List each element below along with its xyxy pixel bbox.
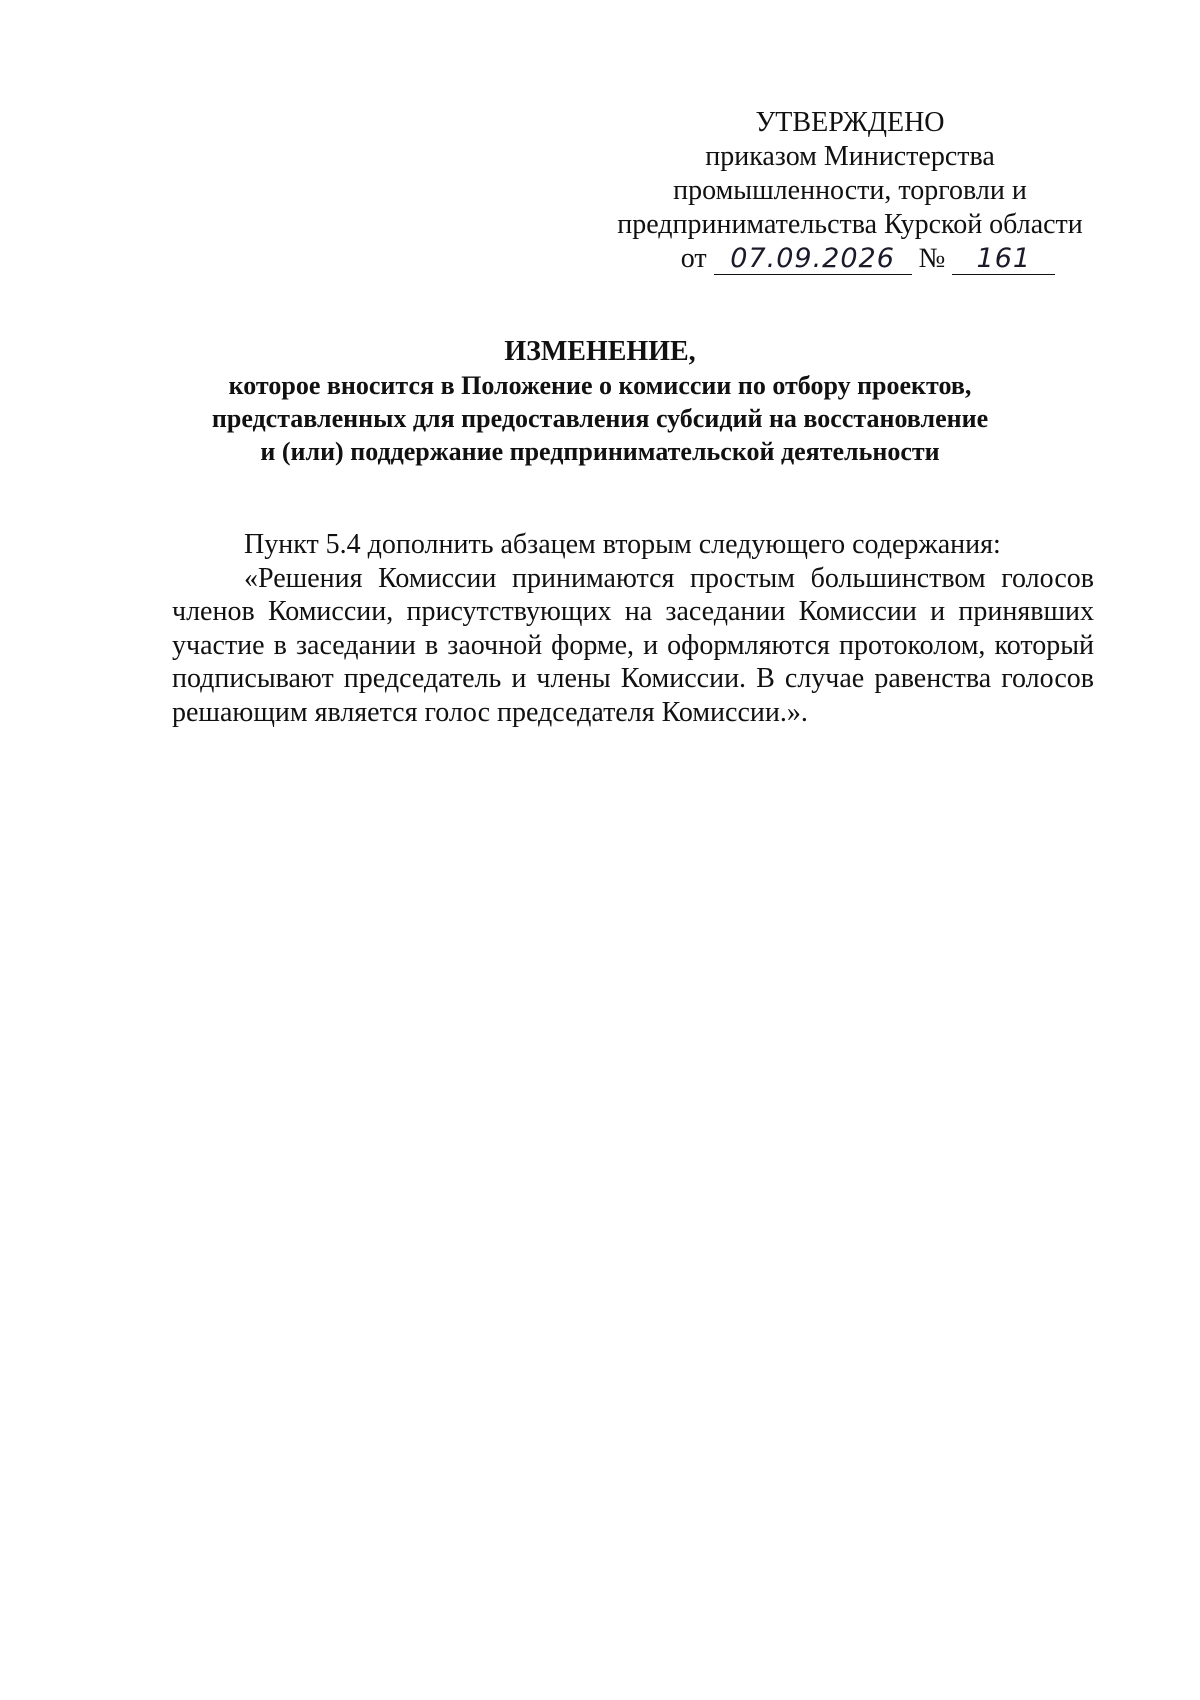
title-line-2: представленных для предоставления субсидий на восстановление (211, 404, 989, 433)
approval-stamp (590, 106, 1110, 276)
handwritten-date: 07.09.2026 (714, 244, 912, 275)
approval-line-2: промышленности, торговли и (673, 175, 1027, 206)
body-paragraph-2: «Решения Комиссии принимаются простым большинством голосов членов Комиссии, присутствующих на заседании Комиссии и принявших участие в заседании в заочной форме, и оформляются протоколом, который подписывают председатель и члены Комиссии. В случае равенства голосов решающим является голос председателя Комиссии.». (172, 562, 1094, 728)
document-title (130, 335, 1070, 468)
approval-line-3: предпринимательства Курской области (617, 209, 1083, 240)
approval-line-1: приказом Министерства (705, 141, 995, 172)
title-line-3: и (или) поддержание предпринимательской деятельности (260, 437, 940, 466)
approval-date-row (608, 242, 1128, 276)
document-body (172, 528, 1094, 729)
approval-heading: УТВЕРЖДЕНО (755, 107, 945, 138)
title-main: ИЗМЕНЕНИЕ, (504, 336, 696, 367)
date-prefix: от (680, 243, 707, 274)
title-line-1: которое вносится в Положение о комиссии по отбору проектов, (228, 371, 972, 400)
body-paragraph-1: Пункт 5.4 дополнить абзацем вторым следующего содержания: (244, 529, 1001, 560)
number-sign: № (918, 243, 946, 274)
handwritten-number: 161 (952, 244, 1055, 275)
